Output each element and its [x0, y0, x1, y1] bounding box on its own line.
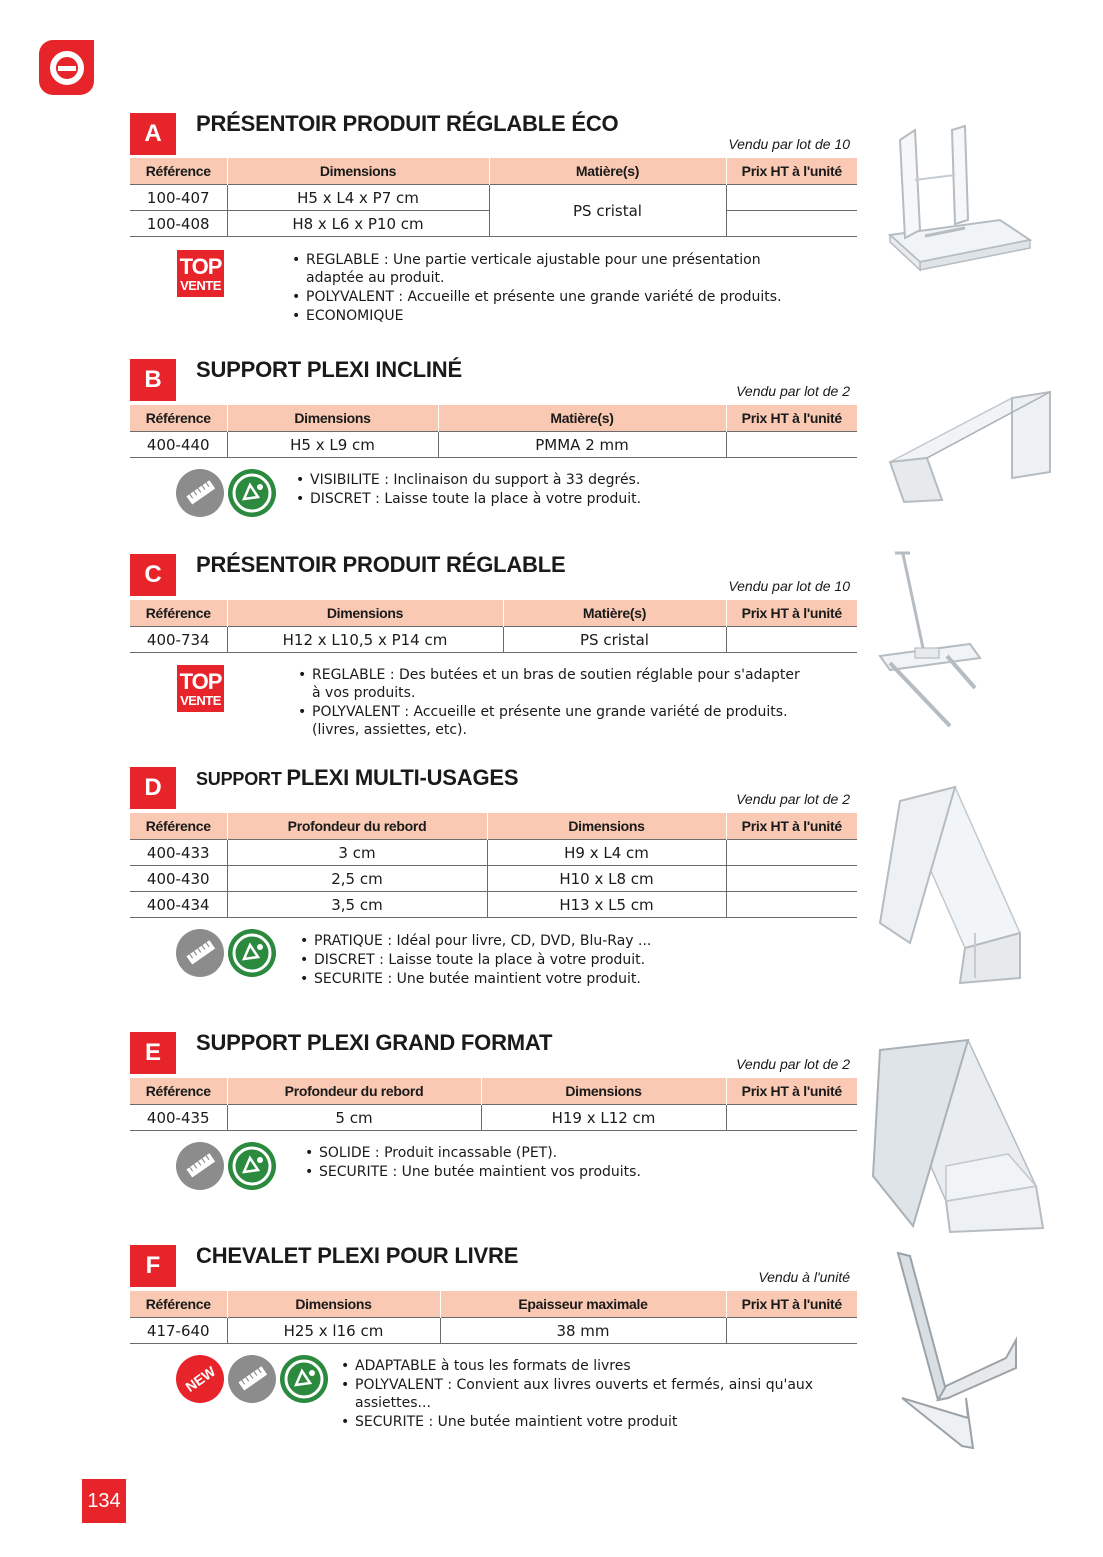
sold-info-c: Vendu par lot de 10 [728, 578, 850, 594]
table-row [130, 1105, 857, 1131]
header-dimensions: Dimensions [227, 1291, 440, 1318]
cell-dimensions: H5 x L4 x P7 cm [227, 185, 489, 211]
cell-dimensions: H12 x L10,5 x P14 cm [227, 627, 503, 653]
cell-materials: PMMA 2 mm [438, 432, 726, 458]
cell-lip-depth: 5 cm [227, 1105, 481, 1131]
cell-price [726, 1105, 857, 1131]
recycle-eco-icon [228, 929, 276, 977]
ruler-icon [228, 1355, 276, 1403]
cell-dimensions: H5 x L9 cm [227, 432, 438, 458]
list-item: • ADAPTABLE à tous les formats de livres [341, 1357, 861, 1375]
list-item: • REGLABLE : Des butées et un bras de soutien réglable pour s'adapter à vos produits. [298, 666, 808, 702]
list-item: • DISCRET : Laisse toute la place à votre produit. [296, 490, 816, 508]
table-row [130, 892, 857, 918]
list-item: • SOLIDE : Produit incassable (PET). [305, 1144, 805, 1162]
section-letter-e: E [130, 1032, 176, 1074]
spec-table-c [130, 600, 857, 653]
list-item: • SECURITE : Une butée maintient votre produit [341, 1413, 861, 1431]
header-price: Prix HT à l'unité [726, 1291, 857, 1318]
header-price: Prix HT à l'unité [726, 813, 857, 840]
sold-info-b: Vendu par lot de 2 [736, 383, 850, 399]
cell-reference: 400-430 [130, 866, 227, 892]
cell-price [726, 432, 857, 458]
cell-price [726, 627, 857, 653]
title-prefix: SUPPORT [196, 769, 287, 789]
list-item: • SECURITE : Une butée maintient vos produits. [305, 1163, 805, 1181]
cell-materials: PS cristal [503, 627, 726, 653]
header-dimensions: Dimensions [227, 158, 489, 185]
cell-dimensions: H19 x L12 cm [481, 1105, 726, 1131]
spec-table-f [130, 1291, 857, 1344]
product-image-b [882, 370, 1052, 505]
cell-max-thickness: 38 mm [440, 1318, 726, 1344]
title-main: PLEXI MULTI-USAGES [286, 765, 519, 790]
list-item: • ECONOMIQUE [292, 307, 822, 325]
section-letter-f: F [130, 1245, 176, 1287]
product-image-c [875, 548, 990, 733]
section-title-b: SUPPORT PLEXI INCLINÉ [196, 357, 462, 382]
badge-vente-text: VENTE [180, 692, 221, 708]
header-reference: Référence [130, 813, 227, 840]
cell-dimensions: H10 x L8 cm [487, 866, 726, 892]
table-row [130, 1318, 857, 1344]
sold-info-d: Vendu par lot de 2 [736, 791, 850, 807]
section-letter-c: C [130, 554, 176, 596]
feature-list-b [296, 471, 816, 509]
section-title-d [196, 765, 518, 791]
feature-list-e [305, 1144, 805, 1182]
ruler-icon [176, 929, 224, 977]
header-reference: Référence [130, 158, 227, 185]
list-item: • PRATIQUE : Idéal pour livre, CD, DVD, Blu-Ray ... [300, 932, 820, 950]
sold-info-e: Vendu par lot de 2 [736, 1056, 850, 1072]
header-reference: Référence [130, 600, 227, 627]
header-price: Prix HT à l'unité [726, 1078, 857, 1105]
new-badge [176, 1355, 224, 1403]
brand-logo [39, 40, 94, 95]
cell-reference: 100-407 [130, 185, 227, 211]
header-reference: Référence [130, 1078, 227, 1105]
header-price: Prix HT à l'unité [726, 158, 857, 185]
section-title-a: PRÉSENTOIR PRODUIT RÉGLABLE ÉCO [196, 111, 619, 136]
header-dimensions: Dimensions [487, 813, 726, 840]
feature-list-d [300, 932, 820, 989]
header-dimensions: Dimensions [227, 405, 438, 432]
header-dimensions: Dimensions [227, 600, 503, 627]
product-image-e [868, 1036, 1048, 1236]
section-title-e: SUPPORT PLEXI GRAND FORMAT [196, 1030, 553, 1055]
cell-dimensions: H25 x l16 cm [227, 1318, 440, 1344]
cell-reference: 400-440 [130, 432, 227, 458]
cell-dimensions: H13 x L5 cm [487, 892, 726, 918]
ruler-icon [176, 1142, 224, 1190]
feature-list-f [341, 1357, 861, 1432]
top-vente-badge-c [177, 665, 224, 712]
badge-top-text: TOP [179, 253, 222, 279]
top-vente-badge-a [177, 250, 224, 297]
table-row [130, 185, 857, 211]
cell-lip-depth: 3,5 cm [227, 892, 487, 918]
badge-vente-text: VENTE [180, 277, 221, 293]
cell-price [726, 840, 857, 866]
cell-price [726, 211, 857, 237]
section-letter-a: A [130, 113, 176, 155]
cell-lip-depth: 2,5 cm [227, 866, 487, 892]
cell-lip-depth: 3 cm [227, 840, 487, 866]
table-row [130, 840, 857, 866]
sold-info-a: Vendu par lot de 10 [728, 136, 850, 152]
list-item: • DISCRET : Laisse toute la place à votre produit. [300, 951, 820, 969]
header-materials: Matière(s) [438, 405, 726, 432]
recycle-eco-icon [228, 1142, 276, 1190]
cell-dimensions: H9 x L4 cm [487, 840, 726, 866]
header-price: Prix HT à l'unité [726, 600, 857, 627]
section-title-f: CHEVALET PLEXI POUR LIVRE [196, 1243, 519, 1268]
header-max-thickness: Epaisseur maximale [440, 1291, 726, 1318]
cell-price [726, 185, 857, 211]
header-reference: Référence [130, 405, 227, 432]
cell-price [726, 892, 857, 918]
header-dimensions: Dimensions [481, 1078, 726, 1105]
cell-reference: 417-640 [130, 1318, 227, 1344]
spec-table-a [130, 158, 857, 237]
feature-list-c [298, 666, 808, 740]
cell-price [726, 1318, 857, 1344]
table-row [130, 432, 857, 458]
product-image-d [870, 783, 1030, 988]
sold-info-f: Vendu à l'unité [758, 1269, 850, 1285]
list-item: • VISIBILITE : Inclinaison du support à 33 degrés. [296, 471, 816, 489]
recycle-eco-icon [228, 469, 276, 517]
header-price: Prix HT à l'unité [726, 405, 857, 432]
product-image-f [888, 1248, 1028, 1458]
cell-materials: PS cristal [489, 185, 726, 237]
list-item: • POLYVALENT : Accueille et présente une grande variété de produits. (livres, assiettes, etc). [298, 703, 808, 739]
cell-reference: 400-433 [130, 840, 227, 866]
new-badge-text: NEW [182, 1363, 218, 1395]
list-item: • SECURITE : Une butée maintient votre produit. [300, 970, 820, 988]
section-letter-b: B [130, 359, 176, 401]
e-logo-icon [50, 51, 84, 85]
section-title-c: PRÉSENTOIR PRODUIT RÉGLABLE [196, 552, 566, 577]
list-item: • REGLABLE : Une partie verticale ajustable pour une présentation adaptée au produit. [292, 251, 822, 287]
list-item: • POLYVALENT : Convient aux livres ouverts et fermés, ainsi qu'aux assiettes... [341, 1376, 861, 1412]
table-row [130, 866, 857, 892]
product-image-a [880, 120, 1035, 290]
page-number: 134 [82, 1479, 126, 1523]
section-letter-d: D [130, 767, 176, 809]
cell-reference: 100-408 [130, 211, 227, 237]
badge-top-text: TOP [179, 668, 222, 694]
header-materials: Matière(s) [489, 158, 726, 185]
spec-table-e [130, 1078, 857, 1131]
header-lip-depth: Profondeur du rebord [227, 813, 487, 840]
spec-table-d [130, 813, 857, 918]
header-lip-depth: Profondeur du rebord [227, 1078, 481, 1105]
spec-table-b [130, 405, 857, 458]
ruler-icon [176, 469, 224, 517]
cell-reference: 400-435 [130, 1105, 227, 1131]
cell-dimensions: H8 x L6 x P10 cm [227, 211, 489, 237]
header-reference: Référence [130, 1291, 227, 1318]
list-item: • POLYVALENT : Accueille et présente une grande variété de produits. [292, 288, 822, 306]
feature-list-a [292, 251, 822, 326]
recycle-eco-icon [280, 1355, 328, 1403]
cell-price [726, 866, 857, 892]
header-materials: Matière(s) [503, 600, 726, 627]
cell-reference: 400-734 [130, 627, 227, 653]
table-row [130, 627, 857, 653]
cell-reference: 400-434 [130, 892, 227, 918]
